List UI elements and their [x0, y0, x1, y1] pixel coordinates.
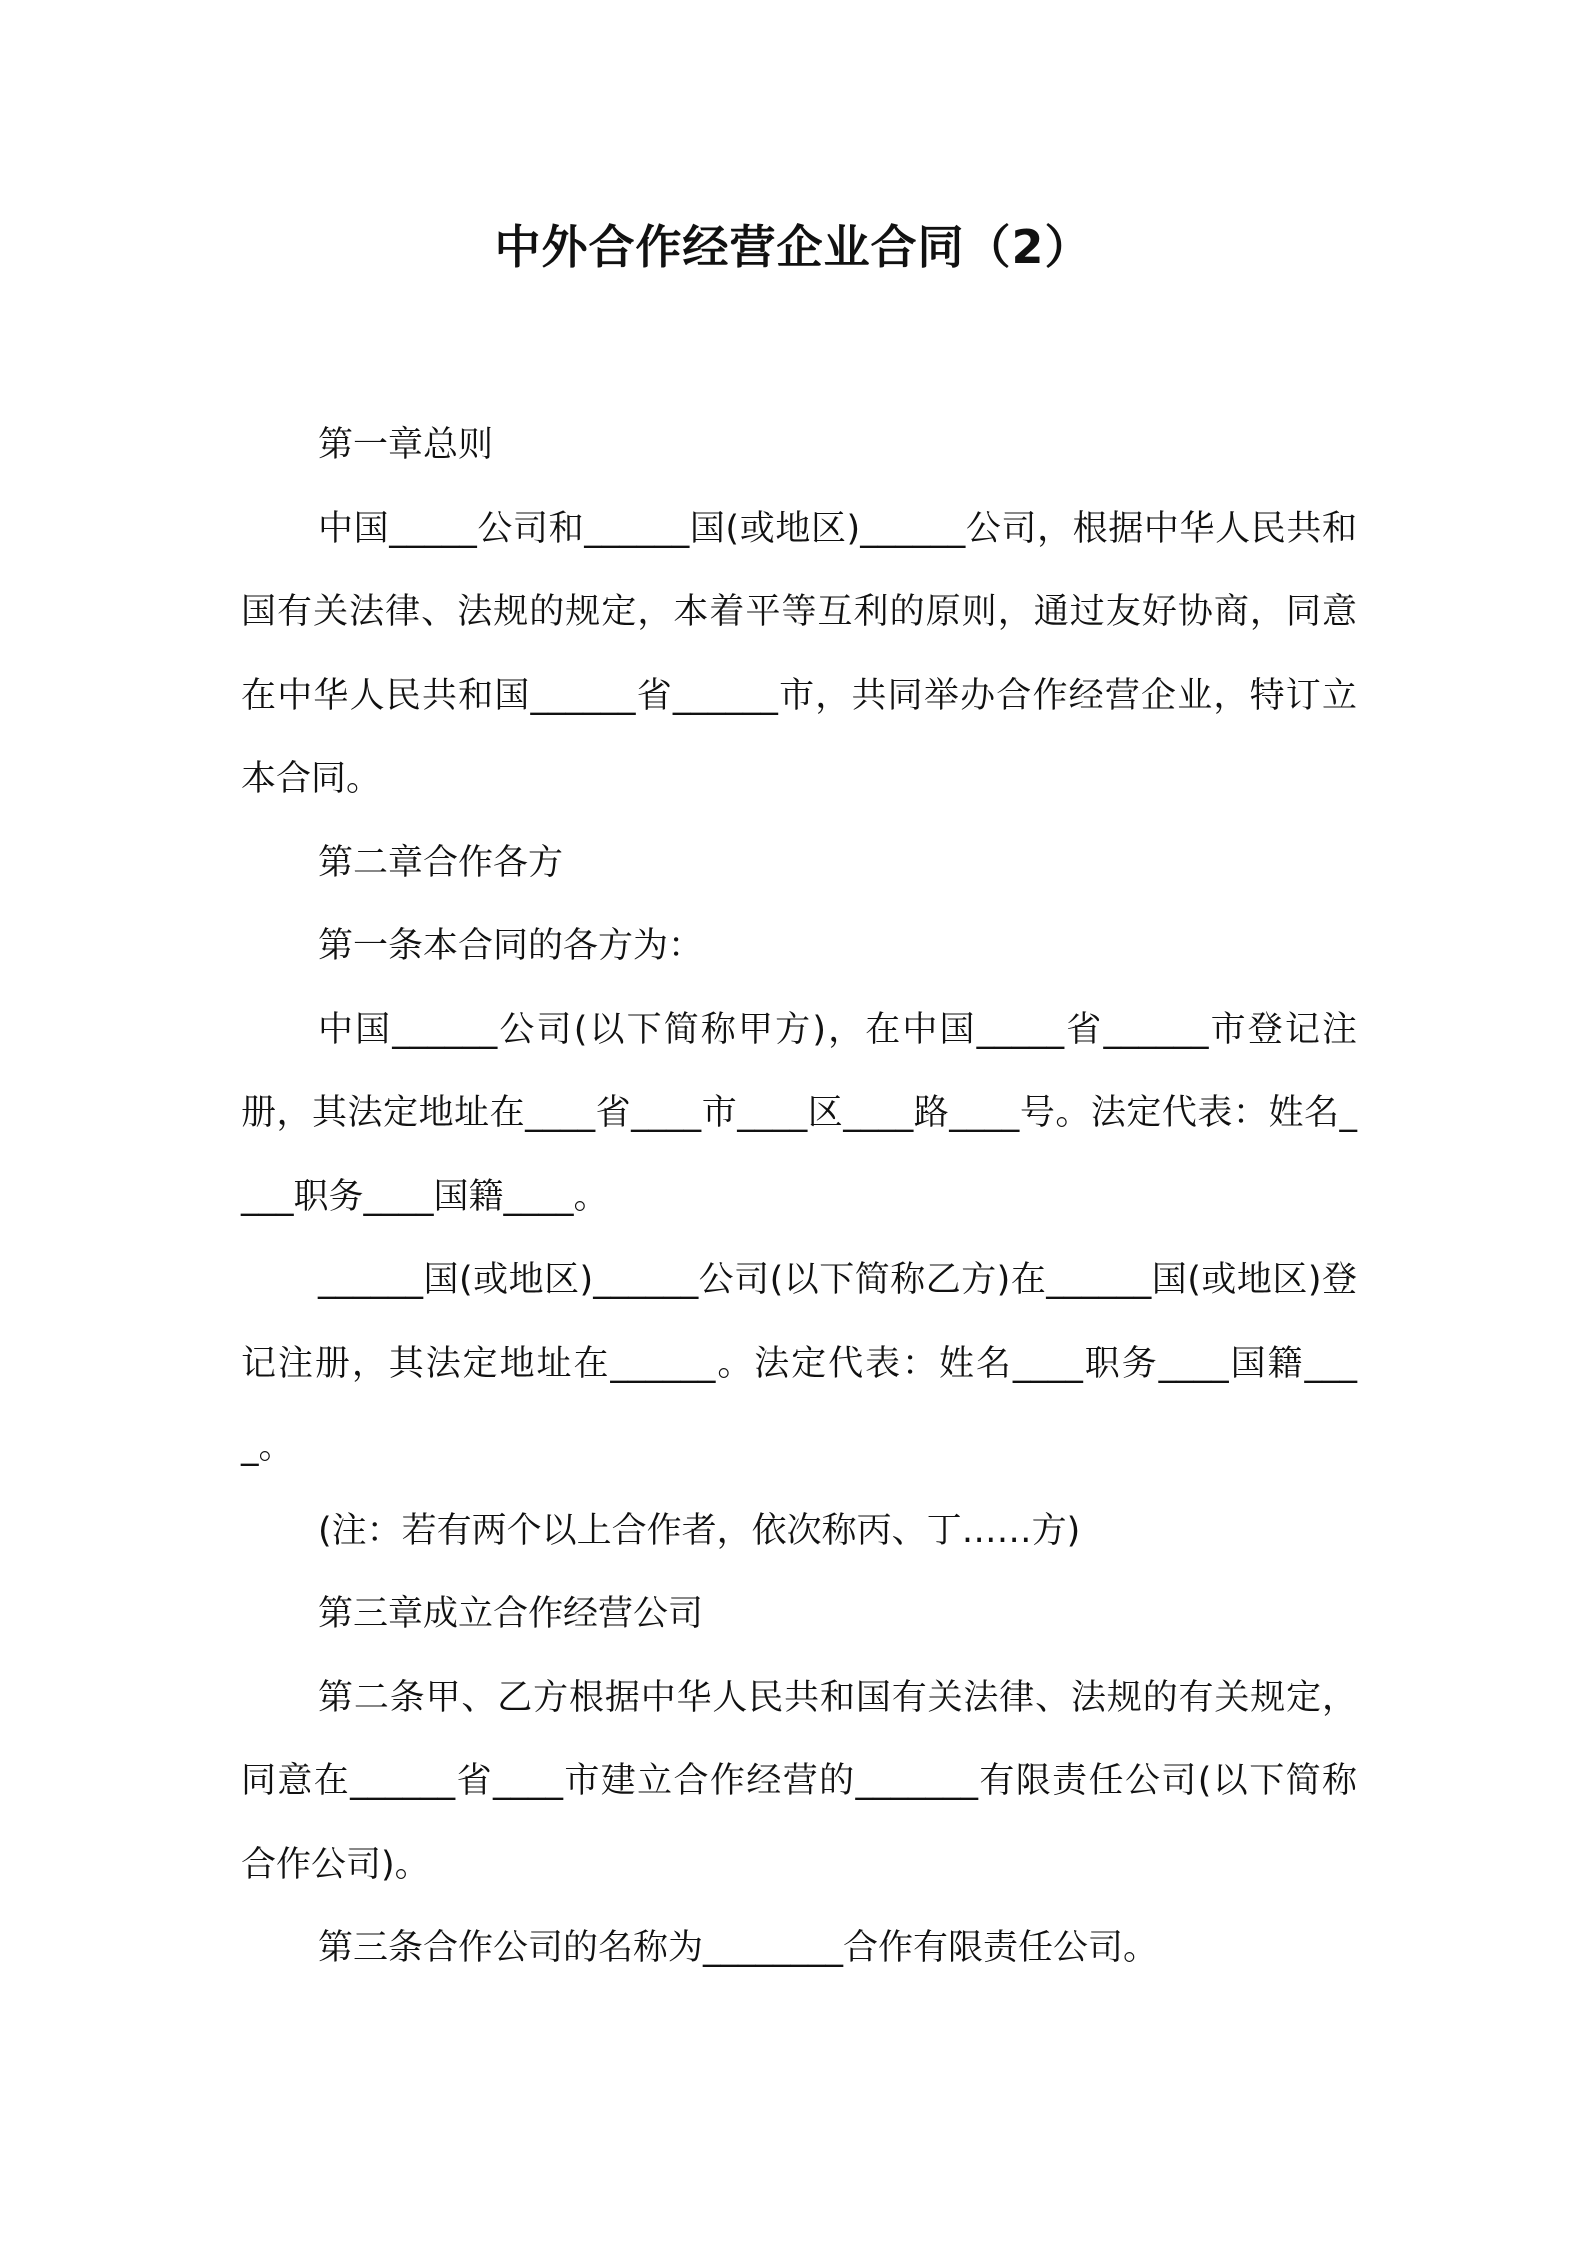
chapter-1-heading: 第一章总则 — [318, 425, 494, 465]
chapter-2-heading: 第二章合作各方 — [318, 842, 564, 883]
article-2: 第二条甲、乙方根据中华人民共和国有关法律、法规的有关规定，同意在______省____市建立合作经营的_______有限责任公司(以下简称合作公司)。 — [241, 1677, 1357, 1885]
note-paragraph: (注：若有两个以上合作者，依次称丙、丁……方) — [318, 1510, 1081, 1551]
document-body — [241, 404, 1357, 1991]
party-a-paragraph: 中国______公司(以下简称甲方)，在中国_____省______市登记注册，其法定地址在____省____市____区____路____号。法定代表：姓名____职务____国籍____。 — [241, 1009, 1357, 1217]
chapter-3-heading: 第三章成立合作经营公司 — [318, 1594, 704, 1634]
article-1: 第一条本合同的各方为： — [318, 926, 704, 966]
party-b-paragraph: ______国(或地区)______公司(以下简称乙方)在______国(或地区)登记注册，其法定地址在______。法定代表：姓名____职务____国籍____。 — [241, 1260, 1357, 1467]
preamble-paragraph: 中国_____公司和______国(或地区)______公司，根据中华人民共和国有关法律、法规的规定，本着平等互利的原则，通过友好协商，同意在中华人民共和国______省______市，共同举办合作经营企业，特订立本合同。 — [241, 508, 1357, 799]
article-3: 第三条合作公司的名称为________合作有限责任公司。 — [318, 1928, 1159, 1968]
document-title: 中外合作经营企业合同（2） — [494, 220, 1092, 274]
